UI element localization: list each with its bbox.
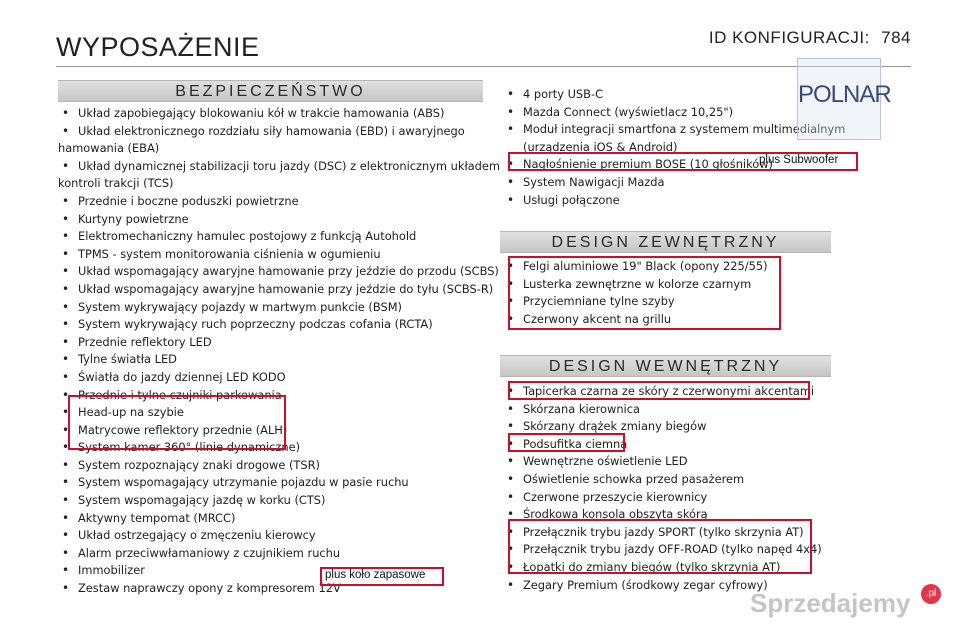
list-item: • Kurtyny powietrzne [58, 211, 503, 229]
list-item: • Mazda Connect (wyświetlacz 10,25") [503, 104, 823, 122]
list-item: • Układ wspomagający awaryjne hamowanie przy jeździe do tyłu (SCBS-R) [58, 281, 503, 299]
list-item: • System rozpoznający znaki drogowe (TSR) [58, 457, 503, 475]
config-id-value: 784 [881, 28, 911, 47]
list-item: • Wewnętrzne oświetlenie LED [503, 453, 833, 471]
list-item-continuation: (urządzenia iOS & Android) [523, 139, 678, 154]
highlight-box-spare-wheel [320, 567, 444, 586]
list-item: • System wspomagający jazdę w korku (CTS) [58, 492, 503, 510]
list-item: • Przełącznik trybu jazdy OFF-ROAD (tylko napęd 4x4) [503, 541, 833, 559]
list-item: • Nagłośnienie premium BOSE (10 głośników) [503, 156, 823, 174]
list-item: • System Nawigacji Mazda [503, 174, 823, 192]
list-item-continuation: kontroli trakcji (TCS) [58, 176, 174, 191]
list-item: • Lusterka zewnętrzne w kolorze czarnym [503, 276, 823, 294]
list-item: • System wykrywający ruch poprzeczny podczas cofania (RCTA) [58, 316, 503, 334]
list-item: • Układ dynamicznej stabilizacji toru jazdy (DSC) z elektronicznym układem [58, 158, 503, 176]
list-item: • Układ wspomagający awaryjne hamowanie przy jeździe do przodu (SCBS) [58, 263, 503, 281]
list-item: • Matrycowe reflektory przednie (ALH) [58, 422, 503, 440]
polnar-logo [797, 58, 891, 140]
list-item: • Usługi połączone [503, 192, 823, 210]
list-item: • Układ elektronicznego rozdziału siły hamowania (EBD) i awaryjnego [58, 123, 503, 141]
multimedia-list [503, 86, 846, 209]
config-id-label: ID KONFIGURACJI: [708, 28, 870, 47]
highlight-box-exterior [508, 256, 781, 330]
list-item: • Alarm przeciwwłamaniowy z czujnikiem ruchu [58, 545, 503, 563]
highlight-box-drive-modes [508, 519, 812, 574]
list-item: • Przełącznik trybu jazdy SPORT (tylko skrzynia AT) [503, 524, 833, 542]
section-header-safety: BEZPIECZEŃSTWO [58, 80, 483, 102]
list-item: • System wykrywający pojazdy w martwym punkcie (BSM) [58, 299, 503, 317]
page-title: WYPOSAŻENIE [56, 32, 260, 62]
list-item: • Skórzany drążek zmiany biegów [503, 418, 833, 436]
section-header-exterior: DESIGN ZEWNĘTRZNY [500, 231, 831, 253]
list-item: • System wspomagający utrzymanie pojazdu w pasie ruchu [58, 474, 503, 492]
highlight-box-headliner [508, 433, 625, 452]
list-item: • Skórzana kierownica [503, 401, 833, 419]
list-item: • TPMS - system monitorowania ciśnienia w ogumieniu [58, 246, 503, 264]
safety-list [58, 105, 503, 598]
title-divider [56, 66, 911, 67]
list-item: • Układ ostrzegający o zmęczeniu kierowcy [58, 527, 503, 545]
list-item: • Przednie reflektory LED [58, 334, 503, 352]
list-item: • Podsufitka ciemna [503, 436, 833, 454]
highlight-box-hud-matrix-camera [68, 395, 286, 450]
list-item: • Zestaw naprawczy opony z kompresorem 12V [58, 580, 503, 598]
list-item: • Przyciemniane tylne szyby [503, 293, 823, 311]
list-item: • Zegary Premium (środkowy zegar cyfrowy) [503, 577, 833, 595]
list-item: • Tapicerka czarna ze skóry z czerwonymi akcentami [503, 383, 833, 401]
list-item: • Czerwone przeszycie kierownicy [503, 489, 833, 507]
list-item: • System kamer 360° (linie dynamiczne) [58, 439, 503, 457]
list-item: • Łopatki do zmiany biegów (tylko skrzynia AT) [503, 559, 833, 577]
list-item: • Oświetlenie schowka przed pasażerem [503, 471, 833, 489]
list-item: • Felgi aluminiowe 19" Black (opony 225/55) [503, 258, 823, 276]
spare-wheel-note: plus koło zapasowe [325, 569, 426, 581]
site-watermark: Sprzedajemy [750, 588, 911, 618]
subwoofer-note: plus Subwoofer [759, 154, 839, 166]
list-item: • Moduł integracji smartfona z systemem multimedialnym [503, 121, 823, 139]
list-item: • Przednie i tylne czujniki parkowania [58, 387, 503, 405]
list-item: • Aktywny tempomat (MRCC) [58, 510, 503, 528]
list-item: • Head-up na szybie [58, 404, 503, 422]
list-item: • Środkowa konsola obszyta skórą [503, 506, 833, 524]
list-item: • 4 porty USB-C [503, 86, 823, 104]
highlight-box-bose-audio [508, 152, 858, 171]
list-item: • Elektromechaniczny hamulec postojowy z funkcją Autohold [58, 228, 503, 246]
list-item: • Przednie i boczne poduszki powietrzne [58, 193, 503, 211]
list-item: • Światła do jazdy dziennej LED KODO [58, 369, 503, 387]
polnar-logo-text: POLNAR [798, 81, 891, 108]
site-watermark-badge: .pl [921, 584, 941, 604]
highlight-box-upholstery [508, 381, 810, 400]
config-id [703, 28, 911, 48]
section-header-interior: DESIGN WEWNĘTRZNY [500, 355, 831, 377]
list-item-continuation: hamowania (EBA) [58, 141, 160, 156]
list-item: • Immobilizer [58, 562, 503, 580]
list-item: • Układ zapobiegający blokowaniu kół w trakcie hamowania (ABS) [58, 105, 503, 123]
list-item: • Czerwony akcent na grillu [503, 311, 823, 329]
list-item: • Tylne światła LED [58, 351, 503, 369]
